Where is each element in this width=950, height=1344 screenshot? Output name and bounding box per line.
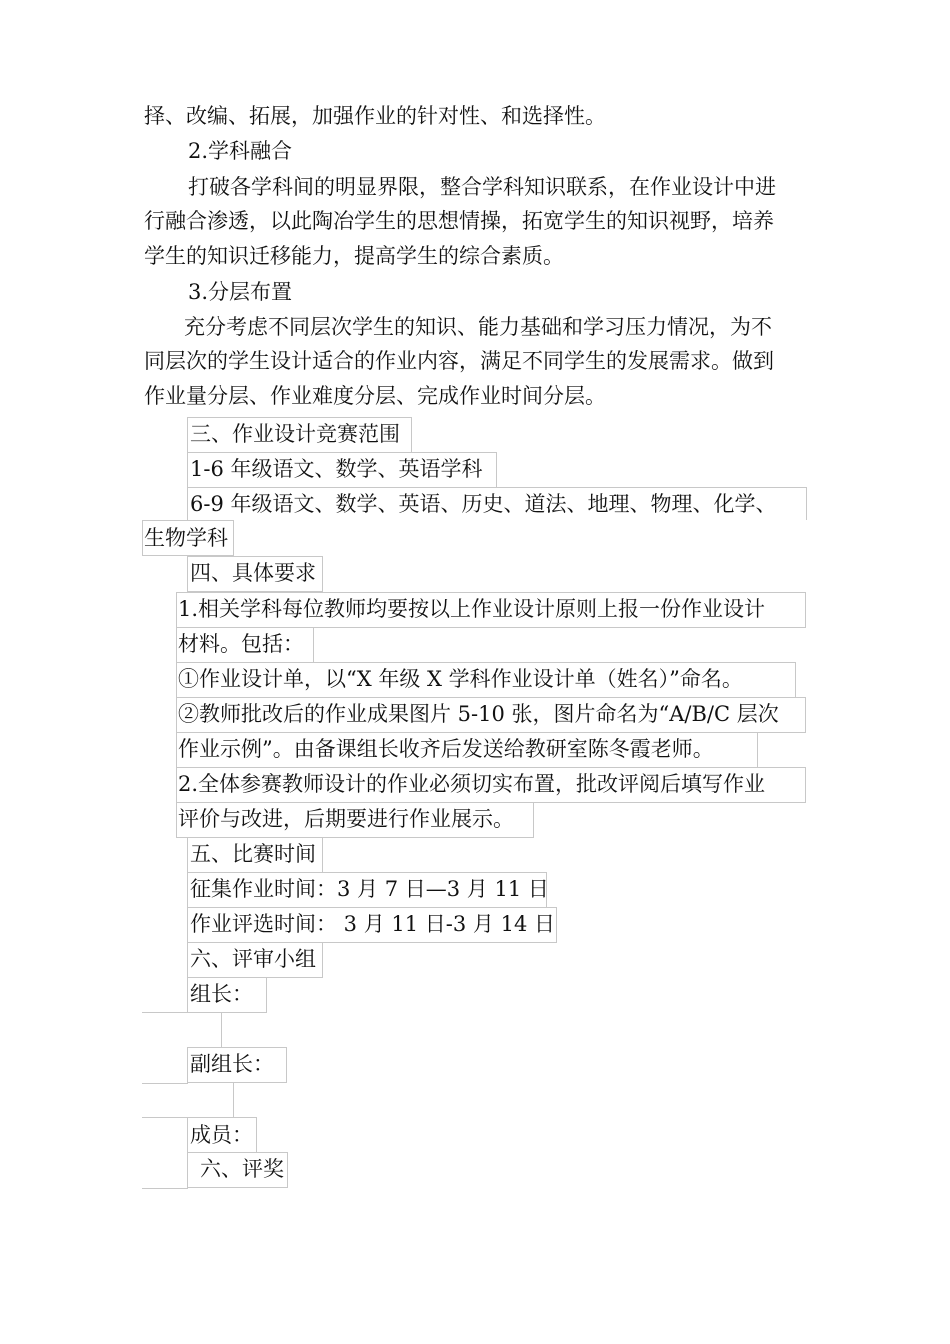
paragraph-2-line-2: 行融合渗透，以此陶冶学生的思想情操，拓宽学生的知识视野，培养 xyxy=(144,209,774,233)
section-4-line-3: ①作业设计单，以“X 年级 X 学科作业设计单（姓名）”命名。 xyxy=(178,667,743,691)
field-box-leader-left xyxy=(142,1012,188,1084)
paragraph-2-line-1: 打破各学科间的明显界限，整合学科知识联系，在作业设计中进 xyxy=(188,175,776,199)
section-6-awards-title: 六、评奖 xyxy=(200,1157,284,1181)
field-box-deputy-left xyxy=(142,1117,188,1189)
field-box-deputy-gap xyxy=(233,1082,234,1118)
section-4-line-7: 评价与改进，后期要进行作业展示。 xyxy=(178,807,514,831)
section-4-title: 四、具体要求 xyxy=(190,561,316,585)
section-4-line-6: 2.全体参赛教师设计的作业必须切实布置，批改评阅后填写作业 xyxy=(178,772,766,796)
paragraph-3-line-1: 充分考虑不同层次学生的知识、能力基础和学习压力情况，为不 xyxy=(184,315,772,339)
section-5-review-time: 作业评选时间： 3 月 11 日-3 月 14 日 xyxy=(190,912,555,936)
section-4-line-2: 材料。包括： xyxy=(178,632,304,656)
paragraph-3-line-2: 同层次的学生设计适合的作业内容，满足不同学生的发展需求。做到 xyxy=(144,349,774,373)
section-6-title: 六、评审小组 xyxy=(190,947,316,971)
deputy-leader-label: 副组长： xyxy=(190,1052,274,1076)
section-5-collect-time: 征集作业时间：3 月 7 日—3 月 11 日 xyxy=(190,877,549,901)
heading-subject-integration: 2.学科融合 xyxy=(188,139,293,163)
members-label: 成员： xyxy=(190,1123,253,1147)
paragraph-1-tail: 择、改编、拓展，加强作业的针对性、和选择性。 xyxy=(144,104,606,128)
section-3-title: 三、作业设计竞赛范围 xyxy=(190,422,400,446)
section-3-item-1: 1-6 年级语文、数学、英语学科 xyxy=(190,457,483,481)
section-3-item-2: 6-9 年级语文、数学、英语、历史、道法、地理、物理、化学、 xyxy=(190,492,777,516)
paragraph-3-line-3: 作业量分层、作业难度分层、完成作业时间分层。 xyxy=(144,384,606,408)
section-4-line-4: ②教师批改后的作业成果图片 5-10 张，图片命名为“A/B/C 层次 xyxy=(178,702,779,726)
paragraph-2-line-3: 学生的知识迁移能力，提高学生的综合素质。 xyxy=(144,244,564,268)
section-3-item-3: 生物学科 xyxy=(144,526,228,550)
field-box-leader-gap xyxy=(221,1012,222,1048)
section-4-line-1: 1.相关学科每位教师均要按以上作业设计原则上报一份作业设计 xyxy=(178,597,766,621)
leader-label: 组长： xyxy=(190,982,253,1006)
section-4-line-5: 作业示例”。由备课组长收齐后发送给教研室陈冬霞老师。 xyxy=(178,737,714,761)
section-5-title: 五、比赛时间 xyxy=(190,842,316,866)
heading-layered-assignment: 3.分层布置 xyxy=(188,280,293,304)
